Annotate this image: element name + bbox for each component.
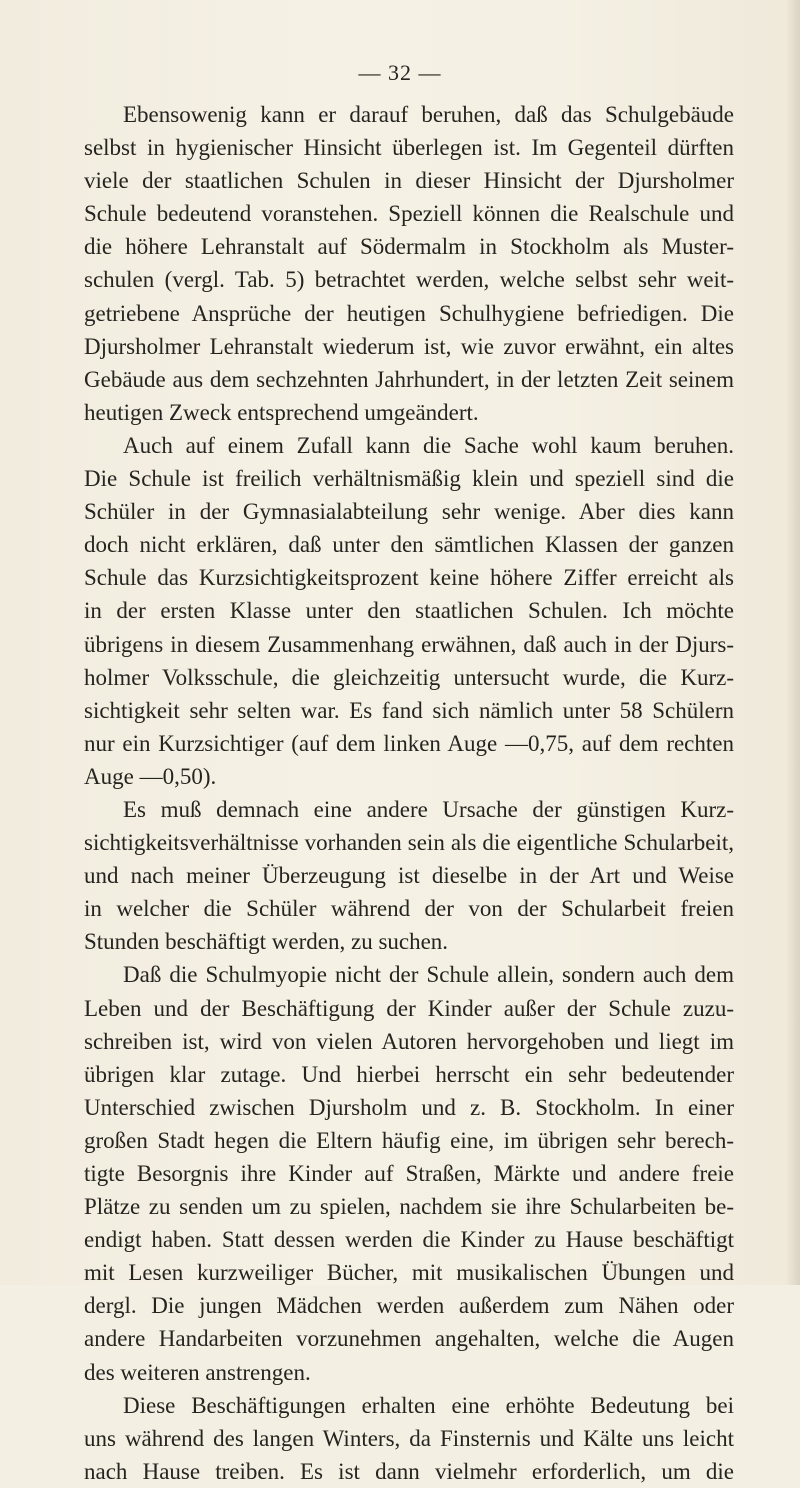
text-line: Ebensowenig kann er darauf beruhen, daß das Schulgebäude [123, 102, 734, 127]
text-line: Gebäude aus dem sechzehnten Jahrhundert, in der letzten Zeit seinem [84, 366, 734, 392]
text-line: Djursholmer Lehranstalt wiederum ist, wie zuvor erwähnt, ein altes [84, 333, 734, 359]
text-line: Diese Beschäftigungen erhalten eine erhöhte Bedeutung bei [123, 1392, 734, 1418]
text-line: holmer Volksschule, die gleichzeitig untersucht wurde, die Kurz- [84, 664, 734, 690]
page-number: — 32 — [358, 60, 442, 85]
text-line: Stunden beschäftigt werden, zu suchen. [84, 929, 449, 955]
text-line: sichtigkeitsverhältnisse vorhanden sein als die eigentliche Schularbeit, [84, 830, 734, 856]
text-line: mit Lesen kurzweiliger Bücher, mit musikalischen Übungen und [84, 1260, 734, 1286]
text-line: Auch auf einem Zufall kann die Sache wohl kaum beruhen. [123, 432, 734, 458]
text-line: in der ersten Klasse unter den staatlichen Schulen. Ich möchte [84, 598, 734, 624]
text-line: Schüler in der Gymnasialabteilung sehr wenige. Aber dies kann [84, 499, 734, 525]
text-line: dergl. Die jungen Mädchen werden außerdem zum Nähen oder [84, 1293, 734, 1319]
text-line: nach Hause treiben. Es ist dann vielmehr erforderlich, um die [84, 1458, 734, 1484]
text-line: und nach meiner Überzeugung ist dieselbe in der Art und Weise [84, 863, 734, 889]
text-line: viele der staatlichen Schulen in dieser Hinsicht der Djursholmer [84, 168, 734, 194]
text-line: getriebene Ansprüche der heutigen Schulhygiene befriedigen. Die [84, 300, 734, 326]
text-line: doch nicht erklären, daß unter den sämtlichen Klassen der ganzen [84, 532, 734, 558]
text-line: übrigens in diesem Zusammenhang erwähnen, daß auch in der Djurs- [84, 631, 734, 657]
text-line: Unterschied zwischen Djursholm und z. B. Stockholm. In einer [84, 1094, 734, 1120]
text-line: Leben und der Beschäftigung der Kinder außer der Schule zuzu- [84, 995, 734, 1021]
text-line: Die Schule ist freilich verhältnismäßig klein und speziell sind die [84, 466, 734, 492]
text-line: selbst in hygienischer Hinsicht überlegen ist. Im Gegenteil dürften [84, 135, 734, 161]
text-line: nur ein Kurzsichtiger (auf dem linken Auge —0,75, auf dem rechten [84, 730, 734, 756]
text-line: Auge —0,50). [84, 763, 217, 789]
text-line: des weiteren anstrengen. [84, 1359, 311, 1385]
text-line: die höhere Lehranstalt auf Södermalm in Stockholm als Muster- [84, 234, 734, 260]
text-line: andere Handarbeiten vorzunehmen angehalten, welche die Augen [84, 1326, 734, 1352]
text-line: tigte Besorgnis ihre Kinder auf Straßen, Märkte und andere freie [84, 1161, 734, 1186]
text-line: großen Stadt hegen die Eltern häufig eine, im übrigen sehr berech- [84, 1127, 734, 1153]
text-line: Plätze zu senden um zu spielen, nachdem sie ihre Schularbeiten be- [84, 1194, 734, 1220]
text-line: übrigen klar zutage. Und hierbei herrscht ein sehr bedeutender [84, 1061, 734, 1087]
text-line: Daß die Schulmyopie nicht der Schule allein, sondern auch dem [123, 962, 734, 988]
text-line: schulen (vergl. Tab. 5) betrachtet werden, welche selbst sehr weit- [84, 267, 734, 293]
text-line: Es muß demnach eine andere Ursache der günstigen Kurz- [123, 796, 734, 822]
text-line: Schule das Kurzsichtigkeitsprozent keine höhere Ziffer erreicht als [84, 565, 734, 591]
text-line: schreiben ist, wird von vielen Autoren hervorgehoben und liegt im [84, 1028, 734, 1054]
text-line: heutigen Zweck entsprechend umgeändert. [84, 399, 479, 425]
body-text [84, 98, 734, 1488]
text-line: sichtigkeit sehr selten war. Es fand sich nämlich unter 58 Schülern [84, 697, 734, 723]
text-line: uns während des langen Winters, da Finsternis und Kälte uns leicht [84, 1425, 734, 1451]
text-line: Schule bedeutend voranstehen. Speziell können die Realschule und [84, 201, 734, 227]
text-line: endigt haben. Statt dessen werden die Kinder zu Hause beschäftigt [84, 1227, 734, 1253]
page-edge-shadow [786, 0, 800, 1285]
text-line: in welcher die Schüler während der von der Schularbeit freien [84, 896, 734, 922]
